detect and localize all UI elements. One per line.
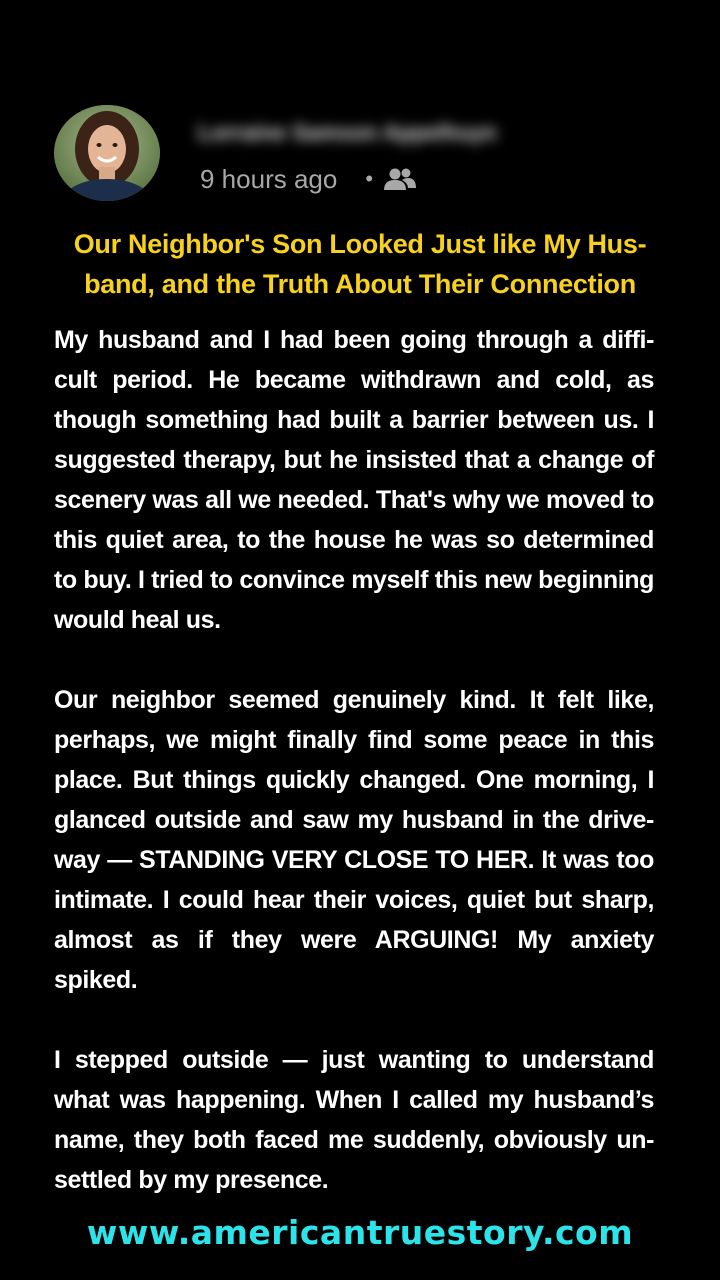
- story-body: [54, 320, 654, 1240]
- website-link[interactable]: www.americantruestory.com: [86, 1213, 634, 1252]
- avatar[interactable]: [54, 105, 160, 201]
- meta-separator: •: [365, 166, 374, 191]
- story-paragraph: Our neighbor seemed genuinely kind. It felt like, perhaps, we might finally find some peace in this place. But things quickly changed. One morning, I glanced outside and saw my husband in the drive-way — STANDING VERY CLOSE TO HER. It was too intimate. I could hear their voices, quiet but sharp, almost as if they were ARGUING! My anxiety spiked.: [54, 686, 654, 994]
- story-paragraph: I stepped outside — just wanting to understand what was happening. When I called my husband’s name, they both faced me suddenly, obviously un-settled by my presence.: [54, 1046, 654, 1194]
- story-paragraph: My husband and I had been going through a diffi-cult period. He became withdrawn and cold, as though something had built a barrier between us. I suggested therapy, but he insisted that a change of scenery was all we needed. That's why we moved to this quiet area, to the house he was so determined to buy. I tried to convince myself this new beginning would heal us.: [54, 326, 654, 634]
- post-timestamp[interactable]: 9 hours ago: [200, 163, 338, 194]
- friends-icon[interactable]: [383, 166, 417, 192]
- post-meta: [200, 160, 417, 198]
- story-title: Our Neighbor's Son Looked Just like My Hus-band, and the Truth About Their Connection: [73, 229, 647, 299]
- avatar-image: [54, 105, 160, 201]
- author-name[interactable]: Lorraine Samson Appelhuyn: [198, 120, 497, 145]
